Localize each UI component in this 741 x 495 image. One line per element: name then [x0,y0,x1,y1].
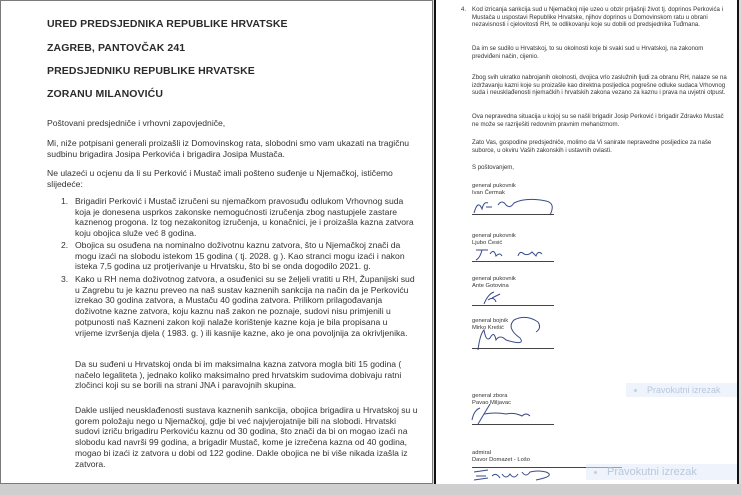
signature-line [472,424,554,425]
bottom-edge [0,484,741,495]
header-line-office: URED PREDSJEDNIKA REPUBLIKE HRVATSKE [47,18,288,30]
list-number: 2. [61,240,69,250]
signature-miljavac [466,400,566,426]
bullet-icon [594,471,597,474]
paragraph-circumstances: Da im se sudilo u Hrvatskoj, to su okolnosti koje bi svaki sud u Hrvatskoj, na zakonom predviđeni način, cijenio. [472,45,704,60]
signature-line [472,305,554,306]
list-number: 1. [61,196,69,206]
signature-cesic [466,244,566,262]
page-border [737,0,739,495]
signatory-rank: general pukovnik [472,233,516,239]
header-line-recipient-name: ZORANU MILANOVIĆU [47,88,164,100]
signatory-name: Pavao Miljavac [472,400,511,406]
bullet-icon [634,389,637,392]
list-item-4: Kod izricanja sankcija sud u Njemačkoj nije uzeo u obzir prijašnji život tj. doprinos Perkovića i Mustača u uspostavi Republike Hrvatske, njihov doprinos u Domovinskom ratu u obrani nezavisnosti i cjelovitosti RH, te odlikovanju koje su dobili od predsjednika Tuđmana. [472,6,723,29]
signatory-name: Mirko Krešić [472,325,504,331]
letter-page-2 [436,0,738,484]
header-line-address: ZAGREB, PANTOVČAK 241 [47,42,186,54]
signatory-name: Ante Gotovina [472,283,509,289]
overlay-label: Pravokutni izrezak [626,383,738,397]
list-text: Brigadiri Perković i Mustač izručeni su njemačkom pravosuđu odlukom Vrhovnog suda koja je donesena usprkos zakonske nemogućnosti izručenja zbog nastupjele zastare kaznenog progona. Iz tog nezakonitog izručenja, u konačnici, je i proizašla kazna zatvora koju obojica služe već 8 godina. [75,196,414,239]
signatory-rank: general zbora [472,393,508,399]
signature-gotovina [466,288,566,306]
intro-paragraph-2: Ne ulazeći u ocjenu da li su Perković i Mustač imali pošteno suđenje u Njemačkoj, ističemo slijedeće: [47,168,393,189]
signature-line [472,348,554,349]
list-number: 4. [461,6,467,13]
salutation: Poštovani predsjedniče i vrhovni zapovjedniče, [47,118,226,128]
signatory-name: Ivan Čermak [472,190,505,196]
paragraph-situation: Ova nepravedna situacija u kojoj su se našli brigadir Josip Perković i brigadir Zdravko Mustač ne može se razriješiti redovnim pravnim mehanizmom. [472,113,724,128]
signatory-rank: general bojnik [472,318,509,324]
signature-line [472,261,554,262]
overlay-label: Pravokutni izrezak [586,464,738,480]
closing: S poštovanjem, [472,164,515,171]
signatory-name: Ljubo Ćesić [472,240,503,246]
paragraph-conclusion: Dakle uslijed neusklađenosti sustava kaznenih sankcija, obojica brigadira u Hrvatskoj su u gorem položaju nego u Njemačkoj, gdje bi već najvjerojatnije bili na slobodi. Hrvatski sudovi izriču brigadiru Perkoviću kaznu od 30 godina, što znači da bi on mogao izaći na slobodu kad navrši 99 godina, a brigadir Mustač, kome je izrečena kazna od 40 godina, mogao bi izaći iz zatvora u dobi od 122 godine. Dakle obojica ne bi više nikada izašla iz zatvora. [75,405,418,469]
paragraph-request: Zato Vas, gospodine predsjedniče, molimo da Vi sanirate nepravedne posljedice za naše suborce, u okviru Vaših zakonskih i ustavnih ovlasti. [472,139,712,154]
signature-kresic [466,312,566,352]
list-text: Kako u RH nema doživotnog zatvora, a osuđenici su se željeli vratiti u RH, Županijski sud u Zagrebu tu je kaznu preveo na naš sustav kaznenih sankcija na način da je Perkoviću izrekao 30 godina zatvora, a Mustaču 40 godina zatvora. Prilikom prilagođavanja doživotne kazne zatvora, koju kaznu naš zakon ne poznaje, sudovi nisu primjenili u potpunosti naš Kazneni zakon koji nalaže korištenje kazne koja je bila propisana u vrijeme izvršenja djela ( 1983. g. ) ili kasnije kazne, ako je ona povoljnija za okrivljenika. [75,274,415,338]
signatory-rank: general pukovnik [472,276,516,282]
signatory-rank: general pukovnik [472,183,516,189]
paragraph-legality: Da su suđeni u Hrvatskoj onda bi im maksimalna kazna zatvora mogla biti 15 godina ( načelo legaliteta ), jednako koliko maksimalno pred hrvatskim sudovima dobivaju ratni zločinci koji su se borili na strani JNA i paravojnih skupina. [75,359,402,391]
signature-line [472,214,554,215]
signatory-name: Davor Domazet - Lošo [472,457,530,463]
list-text: Obojica su osuđena na nominalno doživotnu kaznu zatvora, što u Njemačkoj znači da mogu izaći na slobodu istekom 15 godina ( tj. 2028. g ). Kao stranci mogu izaći i nakon isteka 7,5 godina uz protjerivanje u Hrvatsku, što bi se onda dogodilo 2021. g. [75,240,405,272]
signature-domazet [466,466,576,484]
header-line-recipient-title: PREDSJEDNIKU REPUBLIKE HRVATSKE [47,65,255,77]
paragraph-reasons: Zbog svih ukratko nabrojanih okolnosti, dvojica vrlo zaslužnih ljudi za obranu RH, nalaze se na izdržavanju kazni koje su proizašle kao direktna posljedica pogrešne odluke sudaca Vrhovnog suda i neusklađenosti njemačkih i hrvatskih zakona vezano za kaznu i prava na uvjetni otpust. [472,74,727,97]
signatory-rank: admiral [472,450,492,456]
list-number: 3. [61,274,69,284]
intro-paragraph: Mi, niže potpisani generali proizašli iz Domovinskog rata, slobodni smo vam ukazati na tragičnu sudbinu brigadira Josipa Perkovića i brigadira Josipa Mustača. [47,138,410,159]
